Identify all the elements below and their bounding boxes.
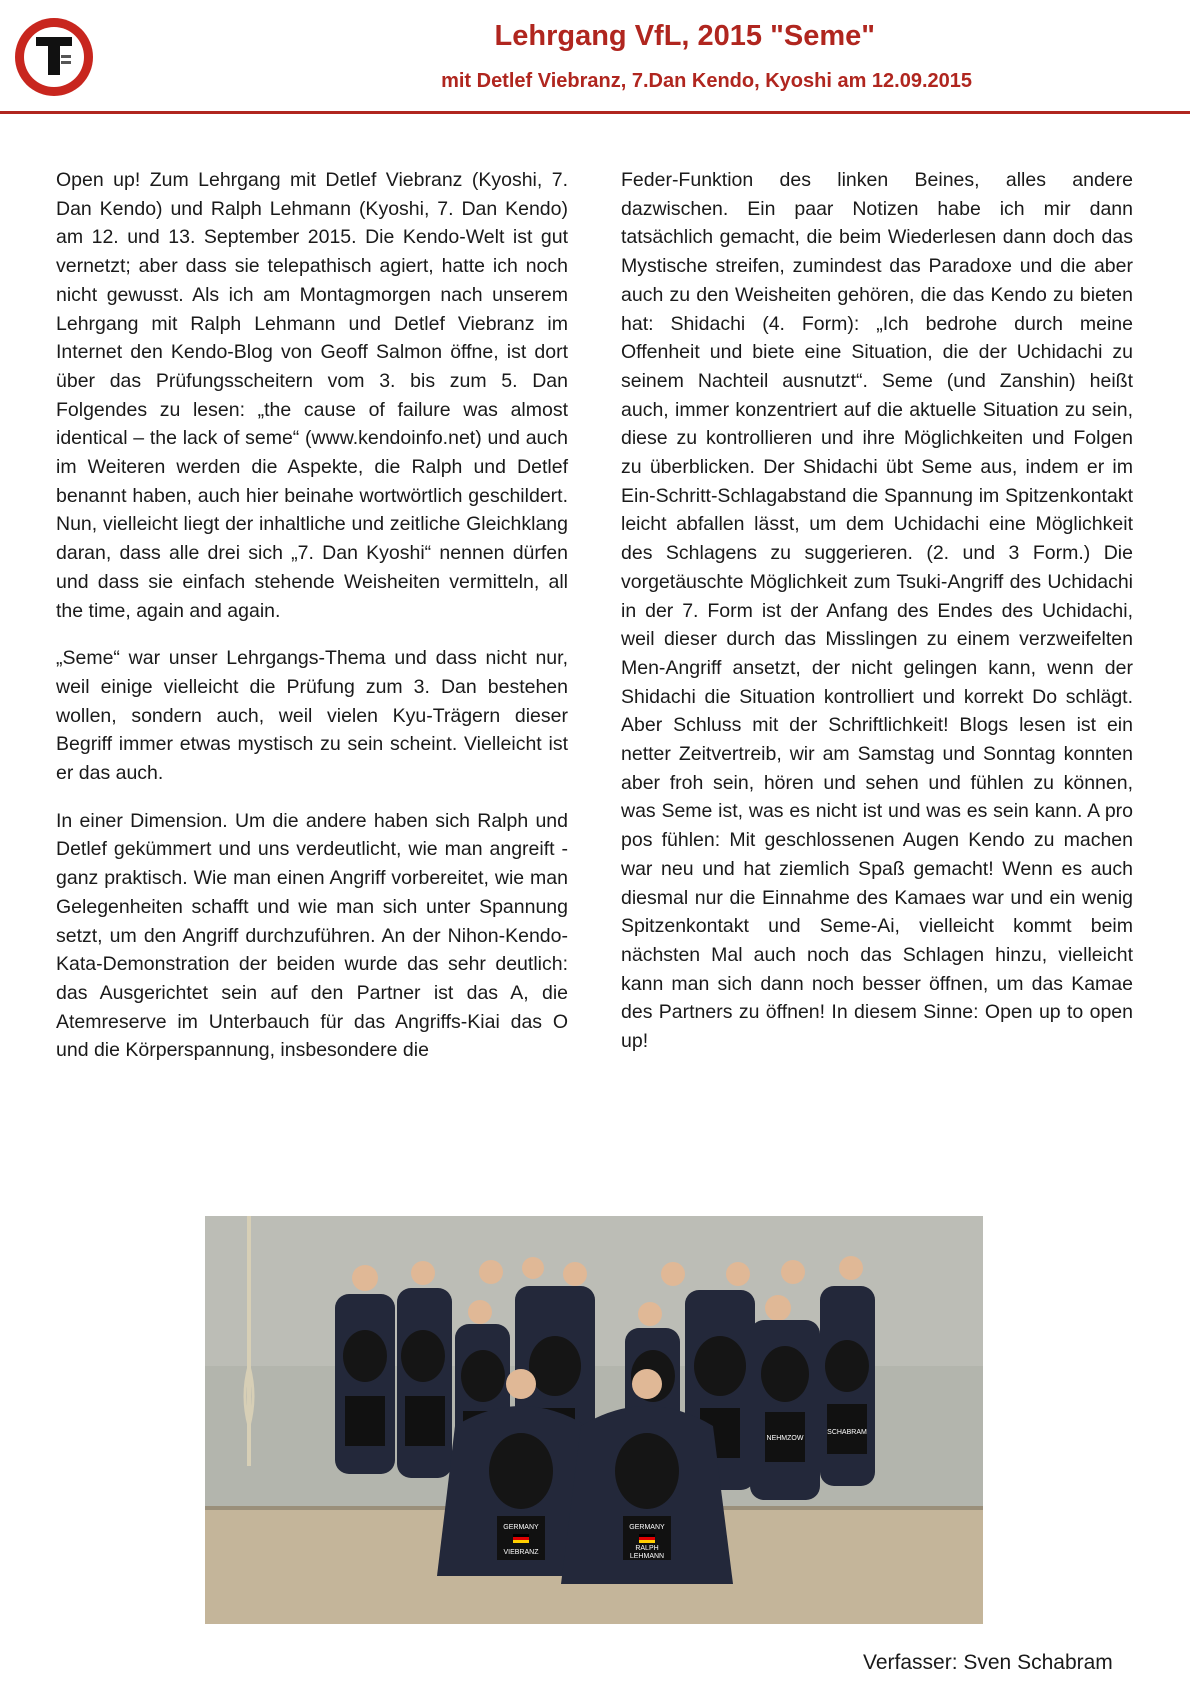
- club-logo: [14, 17, 94, 97]
- name-tag: NEHMZOW: [766, 1435, 804, 1442]
- paragraph: Open up! Zum Lehrgang mit Detlef Viebranz (Kyoshi, 7. Dan Kendo) und Ralph Lehmann (Kyoshi, 7. Dan Kendo) am 12. und 13. September 2015. Die Kendo-Welt ist gut vernetzt; aber dass sie telepathisch agiert, hatte ich noch nicht gewusst. Als ich am Montagmorgen nach unserem Lehrgang mit Ralph Lehmann und Detlef Viebranz im Internet den Kendo-Blog von Geoff Salmon öffne, ist dort über das Prüfungsscheitern vom 3. bis zum 5. Dan Folgendes zu lesen: „the cause of failure was almost identical – the lack of seme“ (www.kendoinfo.net) und auch im Weiteren werden die Aspekte, die Ralph und Detlef benannt haben, auch hier beinahe wortwörtlich geschildert. Nun, vielleicht liegt der inhaltliche und zeitliche Gleichklang daran, dass alle drei sich „7. Dan Kyoshi“ nennen dürfen und dass sie einfach stehende Weisheiten vermitteln, all the time, again and again.: [56, 169, 568, 622]
- page-subtitle: mit Detlef Viebranz, 7.Dan Kendo, Kyoshi am 12.09.2015: [441, 70, 972, 92]
- name-tag: LEHMANN: [629, 1553, 665, 1560]
- paragraph: Feder-Funktion des linken Beines, alles andere dazwischen. Ein paar Notizen habe ich mir dann tatsächlich gemacht, die beim Wiederlesen dann doch das Mystische streifen, zumindest das Paradoxe und die aber auch zu den Weisheiten gehören, die das Kendo zu bieten hat: Shidachi (4. Form): „Ich bedrohe durch meine Offenheit und biete eine Situation, die der Uchidachi zu seinem Nachteil ausnutzt“. Seme (und Zanshin) heißt auch, immer konzentriert auf die aktuelle Situation zu sein, diese zu kontrollieren und ihre Möglichkeiten und Folgen zu überblicken. Der Shidachi übt Seme aus, indem er im Ein-Schritt-Schlagabstand die Spannung im Spitzenkontakt leicht abfallen lässt, um dem Uchidachi eine Möglichkeit des Schlagens zu suggerieren. (2. und 3 Form.) Die vorgetäuschte Möglichkeit zum Tsuki-Angriff des Uchidachi in der 7. Form ist der Anfang des Endes des Uchidachi, weil dieser durch das Misslingen zu einem verzweifelten Men-Angriff ansetzt, der nicht gelingen kann, wenn der Shidachi die Situation kontrolliert und korrekt Do schlägt. Aber Schluss mit der Schriftlichkeit! Blogs lesen ist ein netter Zeitvertreib, wir am Samstag und Sonntag konnten aber froh sein, hören und sehen und fühlen zu können, was Seme ist, was es nicht ist und was es sein kann. A pro pos fühlen: Mit geschlossenen Augen Kendo zu machen war neu und hat ziemlich Spaß gemacht! Wenn es auch diesmal nur die Einnahme des Kamaes war und ein wenig Spitzenkontakt und Seme-Ai, vielleicht kommt beim nächsten Mal auch noch das Schlagen hinzu, vielleicht kann man sich dann noch besser öffnen, um das Kamae des Partners zu öffnen! In diesem Sinne: Open up to open up!: [621, 169, 1133, 1053]
- name-tag: GERMANY: [629, 1524, 665, 1531]
- name-tag: SCHABRAM: [827, 1429, 867, 1436]
- article-column-right: [621, 166, 1133, 1056]
- article-column-left: [56, 166, 568, 1065]
- paragraph: „Seme“ war unser Lehrgangs-Thema und dass nicht nur, weil einige vielleicht die Prüfung zum 3. Dan bestehen wollen, sondern auch, weil vielen Kyu-Trägern dieser Begriff immer etwas mystisch zu sein scheint. Vielleicht ist er das auch.: [56, 647, 568, 785]
- name-tag: RALPH: [635, 1545, 659, 1552]
- page-title: Lehrgang VfL, 2015 "Seme": [494, 20, 875, 52]
- group-photo: [205, 1216, 983, 1624]
- header-divider: [0, 111, 1190, 114]
- paragraph: In einer Dimension. Um die andere haben sich Ralph und Detlef gekümmert und uns verdeutlicht, wie man angreift - ganz praktisch. Wie man einen Angriff vorbereitet, wie man Gelegenheiten schafft und wie man sich unter Spannung setzt, um den Angriff durchzuführen. An der Nihon-Kendo-Kata-Demonstration der beiden wurde das sehr deutlich: das Ausgerichtet sein auf den Partner ist das A, die Atemreserve im Unterbauch für das Angriffs-Kiai das O und die Körperspannung, insbesondere die: [56, 809, 568, 1062]
- name-tag: VIEBRANZ: [503, 1549, 539, 1556]
- name-tag: GERMANY: [503, 1524, 539, 1531]
- author-credit: Verfasser: Sven Schabram: [863, 1651, 1113, 1674]
